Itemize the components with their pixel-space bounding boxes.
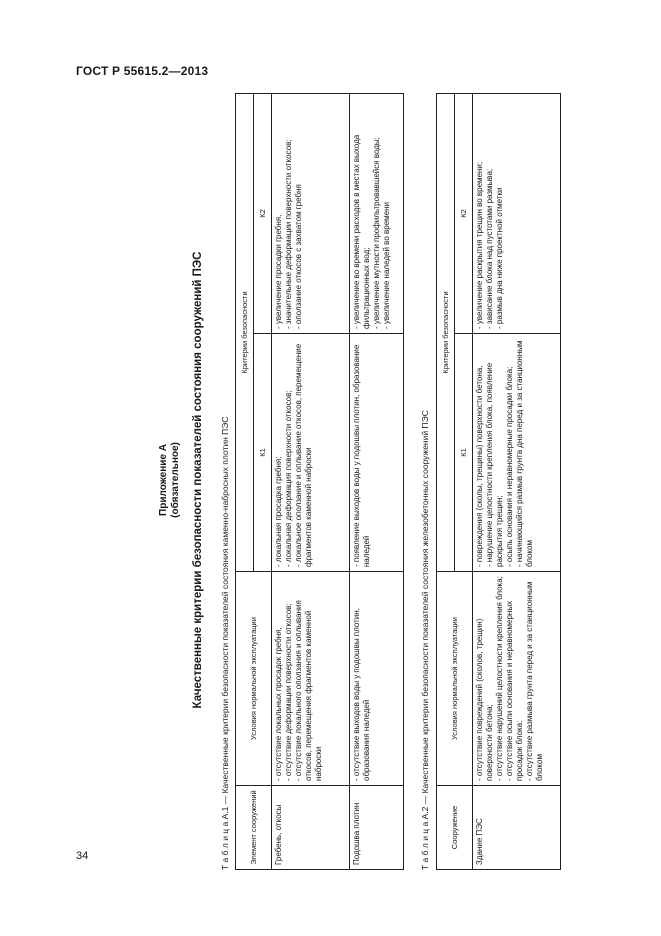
table-row <box>272 94 350 870</box>
document-id: ГОСТ Р 55615.2—2013 <box>76 64 209 78</box>
table1 <box>235 93 404 870</box>
t2-r1-element: Здание ПЭС <box>473 786 561 870</box>
t1-header-k2: К2 <box>254 94 272 334</box>
t1-r1-normal: - отсутствие локальных просадок гребня, - отсутствие деформации поверхности откосов; - отсутствие локального оползания и оплывания откосов, перемещения фрагментов каменной наброски <box>272 572 350 786</box>
t2-header-k2: К2 <box>455 94 473 334</box>
annex-label: Приложение А <box>158 444 169 516</box>
t1-r2-normal: - отсутствие выходов воды у подошвы плотин, образования наледей <box>350 572 404 786</box>
t1-header-element: Элемент сооружений <box>236 786 272 870</box>
annex-heading <box>158 90 182 870</box>
table-row <box>473 94 561 870</box>
t1-r1-k1: - локальная просадка гребня; - локальная деформация поверхности откосов; - локальное оползание и оплывание откосов, перемещение фрагментов каменной наброски <box>272 334 350 572</box>
t1-r2-element: Подошва плотин <box>350 786 404 870</box>
t2-header-element: Сооружение <box>437 786 473 870</box>
t1-header-normal: Условия нормальной эксплуатации <box>236 572 272 786</box>
t1-r2-k1: - появление выходов воды у подошвы плотин, образование наледей <box>350 334 404 572</box>
table2 <box>436 93 561 870</box>
t2-r1-k1: - повреждения (сколы, трещины) поверхности бетона, - нарушение целостности крепления блока, появление раскрытия трещин; - осыпь основания и неравномерные просадки блока; - начинающийся размыв грунта дна перед и за станционным блоком <box>473 334 561 572</box>
page-number: 34 <box>76 850 89 862</box>
t1-r1-element: Гребень, откосы <box>272 786 350 870</box>
t2-header-normal: Условия нормальной эксплуатации <box>437 572 473 786</box>
t1-header-criteria: Критерии безопасности <box>236 94 254 572</box>
t1-header-k1: К1 <box>254 334 272 572</box>
t2-header-criteria: Критерии безопасности <box>437 94 455 572</box>
t2-header-k1: К1 <box>455 334 473 572</box>
table1-caption: Т а б л и ц а А.1 — Качественные критерии безопасности показателей состояния каменно-набросных плотин ПЭС <box>220 416 230 870</box>
annex-title: Качественные критерии безопасности показателей состояния сооружений ПЭС <box>192 251 204 709</box>
t1-r1-k2: - увеличение просадки гребня, - значительные деформации поверхности откосов; - оползание откосов с захватом гребня <box>272 94 350 334</box>
table2-caption: Т а б л и ц а А.2 — Качественные критерии безопасности показателей состояния железобетонных сооружений ПЭС <box>420 410 430 870</box>
t2-r1-k2: - увеличение раскрытия трещин во времени; - зависание блока над пустотами размыва; - размыв дна ниже проектной отметки <box>473 94 561 334</box>
t2-r1-normal: - отсутствие повреждений (сколов, трещин) поверхности бетона; - отсутствие нарушений целостности крепления блока; - отсутствие осыпи основания и неравномерных просадок блока; - отсутствие размыва грунта перед и за станционным блоком <box>473 572 561 786</box>
landscape-content <box>80 90 600 870</box>
t1-r2-k2: - увеличение во времени расходов в местах выхода фильтрационных вод; - увеличение мутности профильтровавшейся воды; - увеличение наледей во времени <box>350 94 404 334</box>
table-row <box>350 94 404 870</box>
annex-status: (обязательное) <box>170 442 181 518</box>
